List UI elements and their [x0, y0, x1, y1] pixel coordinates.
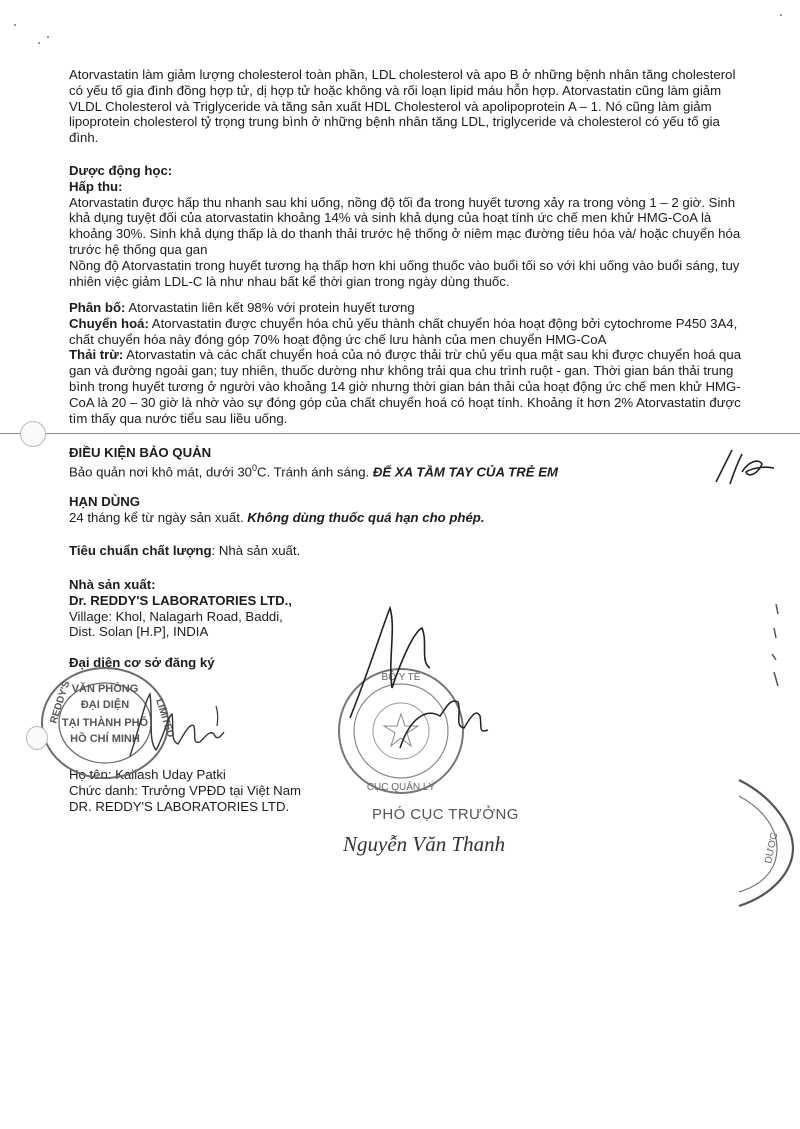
edge-stamp — [735, 778, 800, 908]
stamp-line-2: ĐẠI DIỆN — [80, 699, 130, 711]
stamp-line-1: VĂN PHÒNG — [71, 683, 139, 695]
pharmacokinetics-heading: Dược động học: — [69, 163, 173, 178]
registration-name: Họ tên: Kailash Uday Patki — [69, 767, 226, 782]
registration-company: DR. REDDY'S LABORATORIES LTD. — [69, 798, 290, 814]
registration-title: Chức danh: Trưởng VPĐD tại Việt Nam — [69, 782, 302, 798]
elimination-label: Thải trừ: — [69, 347, 124, 363]
distribution-text: Atorvastatin liên kết 98% với protein huyết tương — [125, 300, 415, 315]
stamp-line-4: HỒ CHÍ MINH — [70, 733, 140, 745]
pharmacokinetics-section — [69, 163, 749, 289]
intro-paragraph: Atorvastatin làm giảm lượng cholesterol toàn phần, LDL cholesterol và apo B ở những bệnh nhân tăng cholesterol có yếu tố gia đình đồng hợp tử, dị hợp tử hoặc không và rối loạn lipid máu hỗn hợp. Atorvastatin cũng làm giảm VLDL Cholesterol và Triglyceride và tăng sản xuất HDL Cholesterol và apolipoprotein A – 1. Nó cũng làm giảm lipoprotein cholesterol tỷ trọng trung bình ở những bệnh nhân tăng LDL, triglyceride và cholesterol có yếu tố gia đình. — [69, 67, 736, 146]
distribution-line — [69, 300, 749, 316]
elimination-text: Atorvastatin và các chất chuyển hoá của nó được thải trừ chủ yếu qua mật sau khi được chuyển hoá qua gan và đường ngoài gan; tuy nhiên, thuốc dường như không trải qua chu trình ruột - gan. Thời gian bán thải trung bình trong huyết tương ở người vào khoảng 14 giờ nhưng thời gian bán thải của hoạt động ức chế men khử HMG-CoA là 20 – 30 giờ là nhờ vào sự đóng góp của chất chuyển hoá có hoạt tính. Khoảng ít hơn 2% Atorvastatin được tìm thấy qua nước tiểu sau liều uống. — [69, 347, 742, 426]
manufacturer-name: Dr. REDDY'S LABORATORIES LTD., — [69, 592, 292, 608]
stamp-left-ring-text: REDDY'S — [48, 679, 73, 725]
registrant-signature — [120, 686, 250, 766]
approval-title: PHÓ CỤC TRƯỞNG — [372, 806, 519, 823]
ministry-stamp-top: BỘ Y TẾ — [381, 672, 421, 683]
scan-speck — [14, 24, 16, 26]
storage-heading: ĐIỀU KIỆN BẢO QUẢN — [69, 445, 212, 460]
absorption-heading: Hấp thu: — [69, 178, 123, 194]
intro-section — [69, 67, 749, 146]
metabolism-label: Chuyển hoá: — [69, 315, 149, 331]
storage-text — [69, 461, 749, 480]
shelf-life-heading: HẠN DÙNG — [69, 494, 141, 509]
metabolism-text: Atorvastatin được chuyển hóa chủ yếu thành chất chuyển hóa hoạt động bởi cytochrome P450 3A4, chất chuyển hóa này đóng góp 70% hoạt động ức chế lưu hành của men chuyển HMG-CoA — [69, 315, 738, 347]
scan-speck — [38, 42, 40, 44]
initials-mark — [712, 444, 780, 490]
punch-hole — [20, 421, 46, 447]
ministry-stamp-bottom: CỤC QUẢN LÝ — [366, 782, 436, 793]
metabolism-line — [69, 316, 749, 348]
elimination-line — [69, 347, 749, 426]
manufacturer-heading: Nhà sản xuất: — [69, 577, 156, 592]
distribution-label: Phân bố: — [69, 300, 126, 315]
quality-value: : Nhà sản xuất. — [211, 543, 301, 558]
manufacturer-address-1: Village: Khol, Nalagarh Road, Baddi, — [69, 608, 283, 624]
absorption-paragraph-1: Atorvastatin được hấp thu nhanh sau khi uống, nồng độ tối đa trong huyết tương xảy ra trong vòng 1 – 2 giờ. Sinh khả dụng tuyệt đối của atorvastatin khoảng 14% và sinh khả dụng của hoạt tính ức chế men khử HMG-CoA là khoảng 30%. Sinh khả dụng thấp là do thanh thải trước hệ thống ở niêm mạc đường tiêu hóa và/ hoặc chuyển hóa trước hệ thống qua gan — [69, 194, 741, 257]
stamp-right-ring-text: LIMITED — [153, 697, 176, 739]
shelf-life-warning: Không dùng thuốc quá hạn cho phép. — [247, 509, 485, 525]
registration-heading: Đại diện cơ sở đăng ký — [69, 655, 215, 670]
edge-stamp-text: DƯỢC — [763, 831, 781, 865]
stamp-line-3: TẠI THÀNH PHỐ — [61, 717, 149, 729]
storage-text-after: C. Tránh ánh sáng. — [257, 464, 373, 480]
shelf-life-section — [69, 494, 749, 526]
storage-degree: 0 — [252, 462, 258, 473]
absorption-paragraph-2: Nồng độ Atorvastatin trong huyết tương hạ thấp hơn khi uống thuốc vào buổi tối so với khi uống vào buổi sáng, tuy nhiên việc giảm LDL-C là như nhau bất kể thời gian trong ngày dùng thuốc. — [69, 257, 740, 289]
scan-fold-line — [0, 433, 800, 434]
scan-speck — [780, 14, 782, 16]
pk-details-section — [69, 300, 749, 426]
shelf-life-duration: 24 tháng kể từ ngày sản xuất. — [69, 509, 248, 525]
storage-warning: ĐỂ XA TẦM TAY CỦA TRẺ EM — [372, 464, 558, 480]
punch-hole — [26, 726, 48, 750]
scan-speck — [47, 36, 49, 38]
approval-name: Nguyễn Văn Thanh — [343, 832, 506, 856]
shelf-life-text — [69, 510, 749, 526]
approver-signature — [330, 598, 510, 758]
quality-label: Tiêu chuẩn chất lượng — [69, 543, 212, 558]
quality-section — [69, 543, 749, 559]
manufacturer-address-2: Dist. Solan [H.P], INDIA — [69, 624, 209, 640]
storage-text-before: Bảo quản nơi khô mát, dưới 30 — [69, 464, 253, 480]
margin-marks — [762, 600, 792, 690]
storage-section — [69, 445, 749, 480]
quality-line — [69, 543, 749, 559]
